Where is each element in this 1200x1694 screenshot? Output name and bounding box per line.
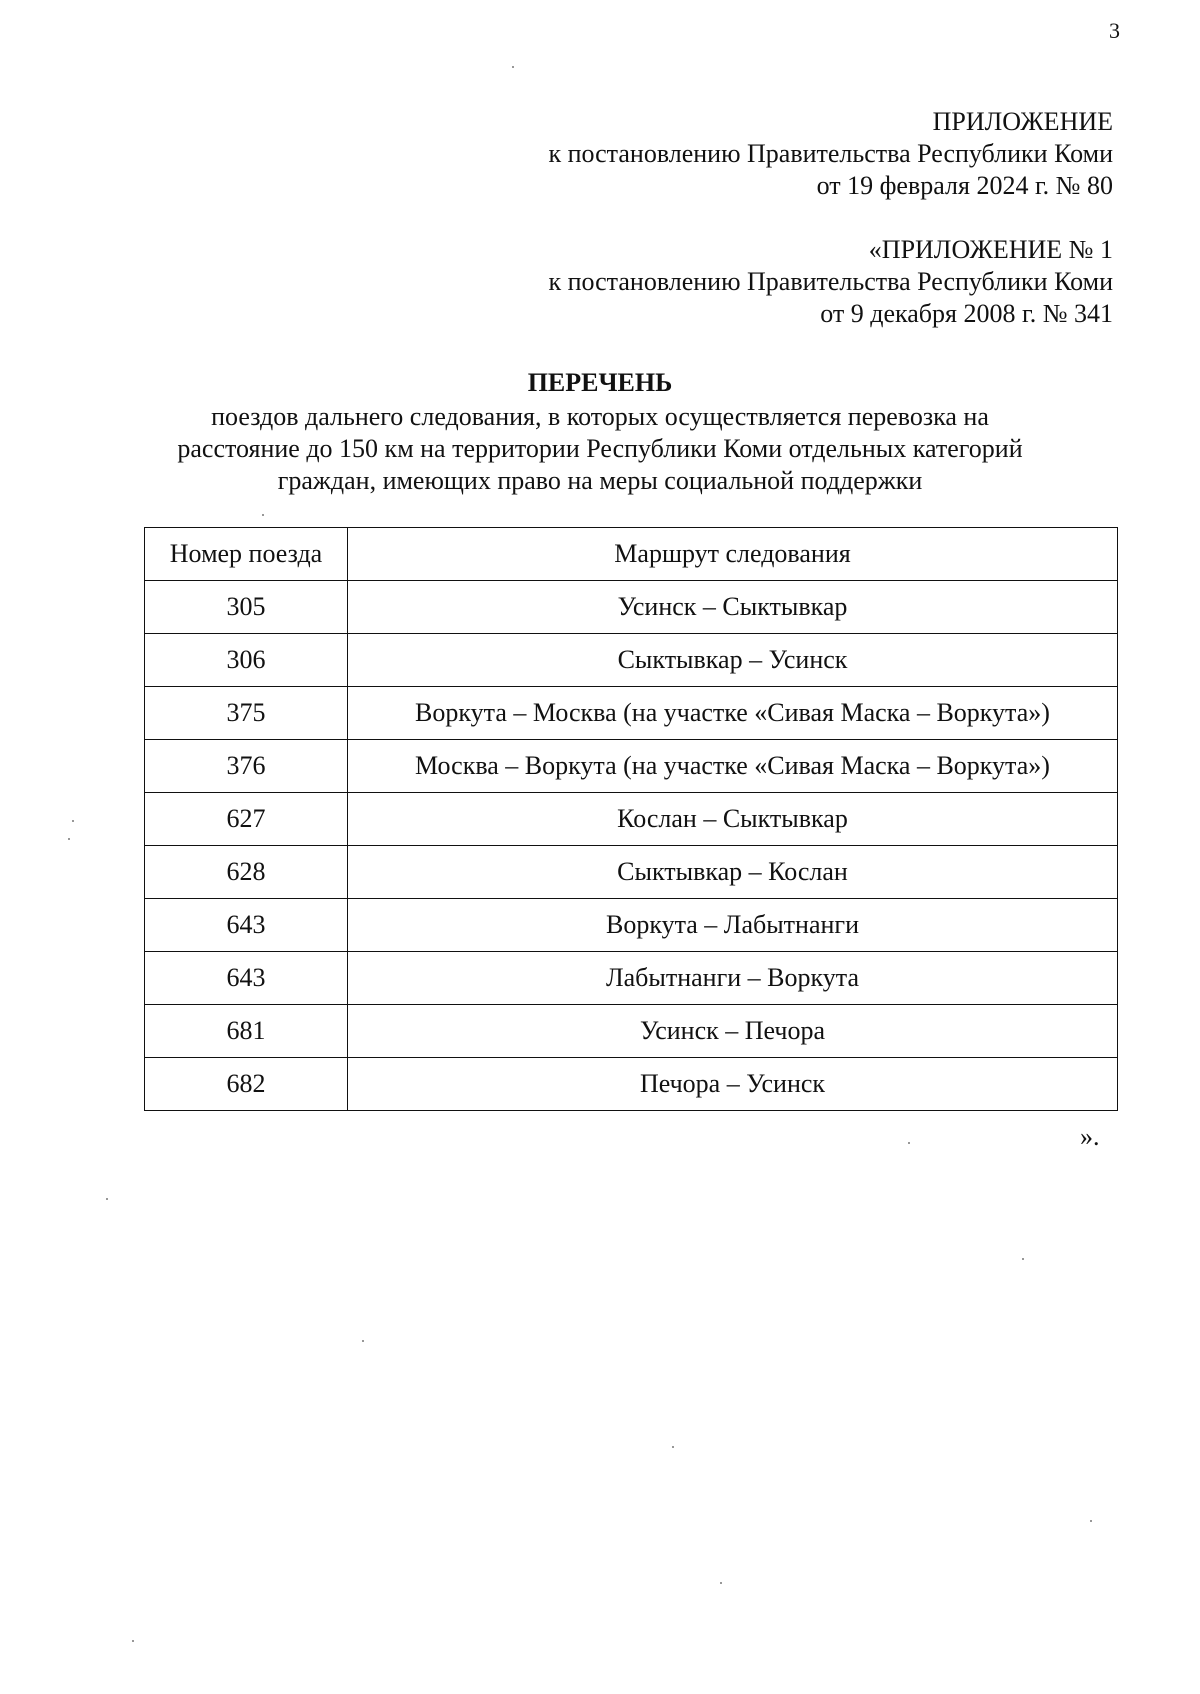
table-row (145, 581, 1118, 634)
page-number: 3 (1109, 18, 1120, 43)
header-route: Маршрут следования (348, 528, 1118, 581)
original-appendix-reference: к постановлению Правительства Республики Коми (548, 267, 1113, 296)
scan-speck (106, 1198, 108, 1200)
train-number: 643 (145, 899, 348, 952)
scan-speck (72, 820, 74, 822)
title-line-2: расстояние до 150 км на территории Республики Коми отдельных категорий (177, 434, 1023, 463)
train-number: 643 (145, 952, 348, 1005)
scan-speck (720, 1582, 722, 1584)
scan-speck (262, 514, 264, 516)
train-route: Воркута – Лабытнанги (348, 899, 1118, 952)
original-appendix-header (548, 234, 1113, 330)
train-number: 376 (145, 740, 348, 793)
train-route: Воркута – Москва (на участке «Сивая Маска – Воркута») (348, 687, 1118, 740)
train-route: Сыктывкар – Усинск (348, 634, 1118, 687)
table-row (145, 1058, 1118, 1111)
scan-speck (68, 838, 70, 840)
scan-speck (672, 1446, 674, 1448)
title-line-1: поездов дальнего следования, в которых осуществляется перевозка на (211, 402, 989, 431)
table-row (145, 740, 1118, 793)
title-line-3: граждан, имеющих право на меры социальной поддержки (277, 466, 923, 495)
appendix-reference: к постановлению Правительства Республики Коми (548, 139, 1113, 168)
train-route: Лабытнанги – Воркута (348, 952, 1118, 1005)
scan-speck (908, 1142, 910, 1144)
document-title (100, 365, 1100, 497)
train-number: 375 (145, 687, 348, 740)
table-row (145, 687, 1118, 740)
scan-speck (132, 1640, 134, 1642)
table-row (145, 899, 1118, 952)
original-appendix-title: «ПРИЛОЖЕНИЕ № 1 (868, 235, 1113, 264)
table-row (145, 1005, 1118, 1058)
train-number: 682 (145, 1058, 348, 1111)
header-train-number: Номер поезда (145, 528, 348, 581)
train-route: Сыктывкар – Кослан (348, 846, 1118, 899)
closing-quote: ». (1080, 1122, 1100, 1151)
scan-speck (362, 1340, 364, 1342)
table-row (145, 634, 1118, 687)
train-route: Усинск – Сыктывкар (348, 581, 1118, 634)
train-number: 306 (145, 634, 348, 687)
train-route: Москва – Воркута (на участке «Сивая Маска – Воркута») (348, 740, 1118, 793)
train-route: Печора – Усинск (348, 1058, 1118, 1111)
train-route: Усинск – Печора (348, 1005, 1118, 1058)
scan-speck (512, 66, 514, 68)
title-heading: ПЕРЕЧЕНЬ (527, 368, 673, 397)
train-number: 305 (145, 581, 348, 634)
original-appendix-date: от 9 декабря 2008 г. № 341 (820, 299, 1113, 328)
train-number: 628 (145, 846, 348, 899)
train-number: 627 (145, 793, 348, 846)
appendix-header (548, 106, 1113, 202)
train-number: 681 (145, 1005, 348, 1058)
appendix-title: ПРИЛОЖЕНИЕ (932, 107, 1113, 136)
table-row (145, 846, 1118, 899)
scan-speck (1022, 1258, 1024, 1260)
table-header-row (145, 528, 1118, 581)
train-route: Кослан – Сыктывкар (348, 793, 1118, 846)
scan-speck (1090, 1520, 1092, 1522)
table-row (145, 952, 1118, 1005)
table-row (145, 793, 1118, 846)
appendix-date: от 19 февраля 2024 г. № 80 (816, 171, 1113, 200)
trains-table (144, 527, 1118, 1111)
